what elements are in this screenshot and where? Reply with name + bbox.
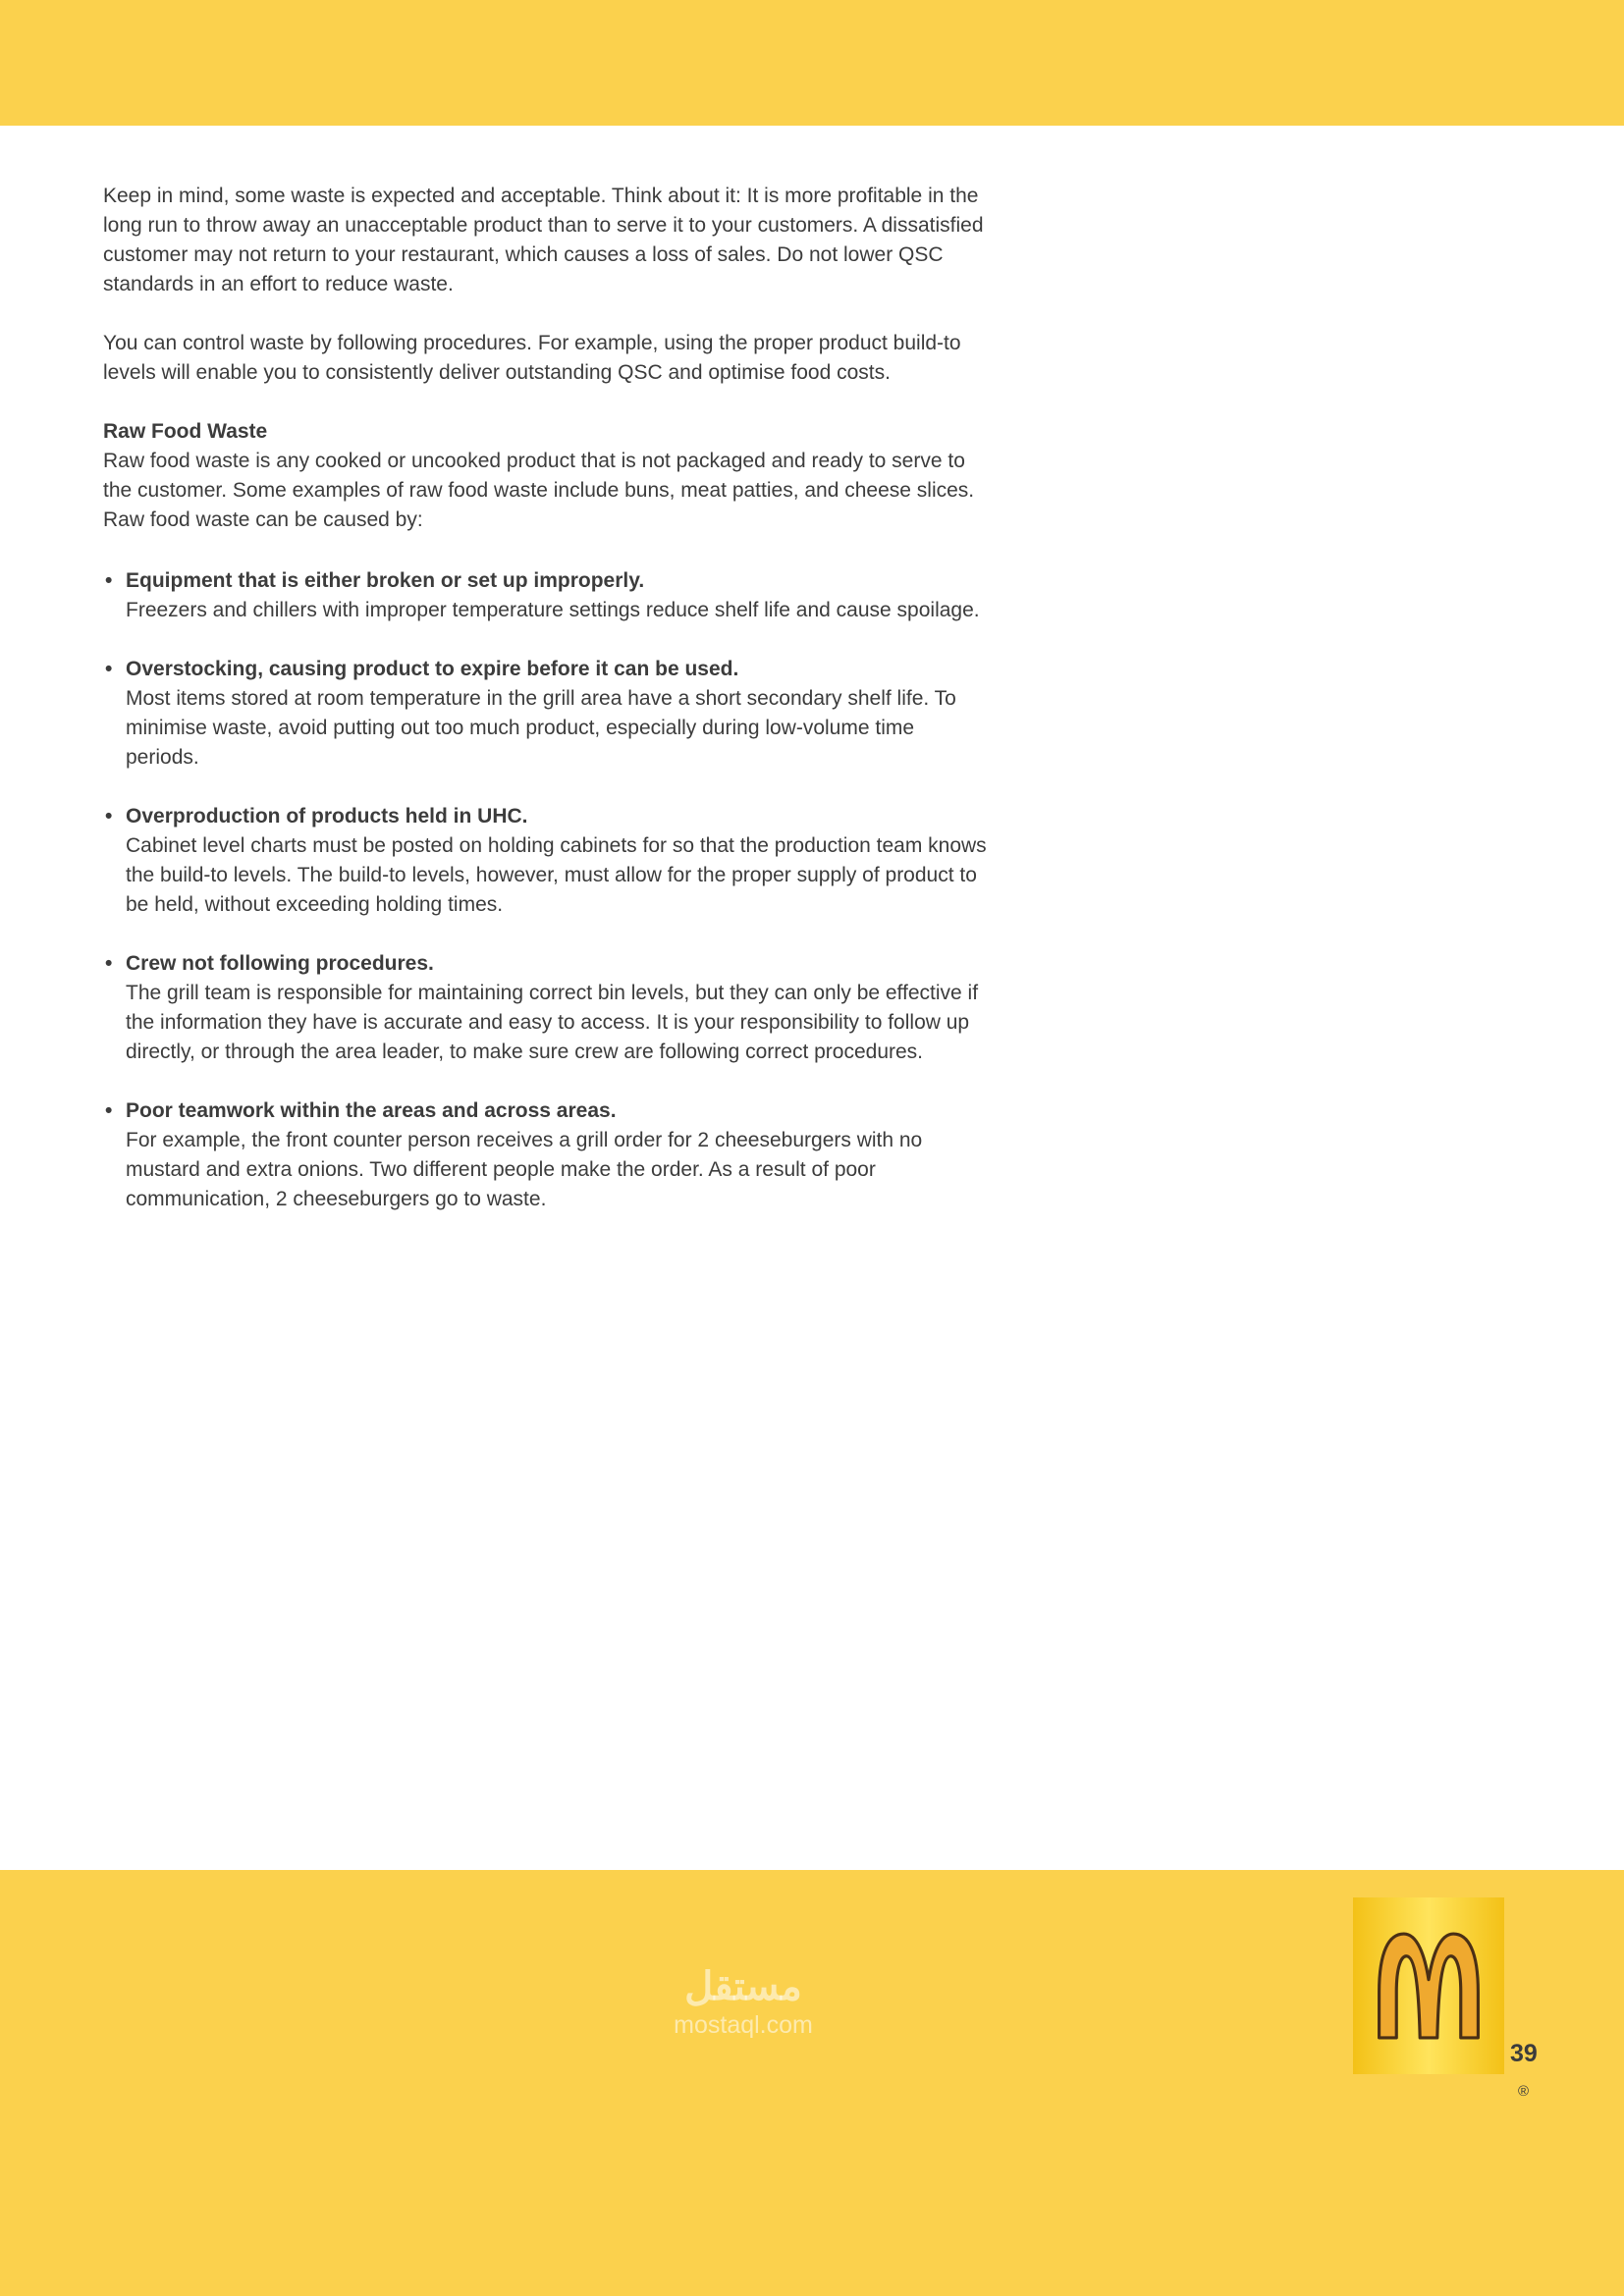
bullet-item — [103, 802, 987, 920]
bullet-item — [103, 566, 987, 625]
bullet-list — [103, 566, 992, 1214]
bullet-item — [103, 655, 987, 773]
registered-trademark: ® — [1518, 2083, 1530, 2100]
golden-arches-icon — [1367, 1912, 1490, 2059]
bullet-body: Freezers and chillers with improper temperature settings reduce shelf life and cause spoilage. — [126, 599, 980, 621]
bullet-title: • Poor teamwork within the areas and across areas. — [126, 1099, 617, 1122]
bullet-item — [103, 1096, 987, 1214]
section-heading: Raw Food Waste — [103, 420, 268, 443]
section — [103, 417, 992, 535]
bullet-title: • Equipment that is either broken or set up improperly. — [126, 569, 645, 592]
watermark — [567, 1963, 920, 2040]
bullet-body: Most items stored at room temperature in the grill area have a short secondary shelf life. To minimise waste, avoid putting out too much product, especially during low-volume time periods. — [126, 687, 956, 769]
page-number: 39 — [1510, 2040, 1538, 2067]
paragraph: You can control waste by following procedures. For example, using the proper product build-to levels will enable you to consistently deliver outstanding QSC and optimise food costs. — [103, 332, 961, 384]
bullet-item — [103, 949, 987, 1067]
bullet-title: • Crew not following procedures. — [126, 952, 434, 975]
bullet-title: • Overstocking, causing product to expire before it can be used. — [126, 658, 739, 680]
bullet-body: For example, the front counter person receives a grill order for 2 cheeseburgers with no mustard and extra onions. Two different people make the order. As a result of poor communication, 2 cheeseburgers go to waste. — [126, 1129, 923, 1210]
page-content — [103, 126, 992, 1244]
watermark-domain-text: mostaql.com — [674, 2011, 813, 2039]
bullet-title: • Overproduction of products held in UHC. — [126, 805, 528, 828]
bullet-body: Cabinet level charts must be posted on holding cabinets for so that the production team knows the build-to levels. The build-to levels, however, must allow for the proper supply of product to be held, without exceeding holding times. — [126, 834, 987, 916]
paragraph: Keep in mind, some waste is expected and acceptable. Think about it: It is more profitable in the long run to throw away an unacceptable product than to serve it to your customers. A dissatisfied customer may not return to your restaurant, which causes a loss of sales. Do not lower QSC standards in an effort to reduce waste. — [103, 185, 984, 295]
watermark-arabic-text: مستقل — [684, 1965, 802, 2008]
mcdonalds-logo — [1353, 1897, 1504, 2074]
section-intro: Raw food waste is any cooked or uncooked product that is not packaged and ready to serve to the customer. Some examples of raw food waste include buns, meat patties, and cheese slices. Raw food waste can be caused by: — [103, 450, 975, 531]
bullet-body: The grill team is responsible for maintaining correct bin levels, but they can only be effective if the information they have is accurate and easy to access. It is your responsibility to follow up directly, or through the area leader, to make sure crew are following correct procedures. — [126, 982, 979, 1063]
top-band — [0, 0, 1624, 126]
